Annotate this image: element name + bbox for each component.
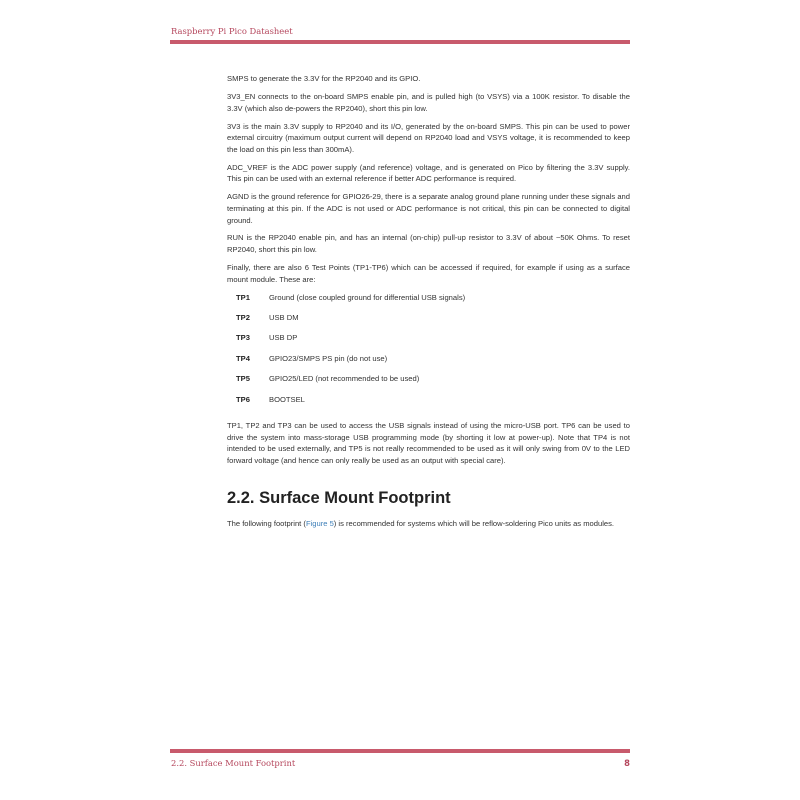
test-points-list bbox=[227, 292, 630, 414]
page-number: 8 bbox=[624, 758, 630, 768]
paragraph-test-points-intro: Finally, there are also 6 Test Points (TP1-TP6) which can be accessed if required, for example if using as a surface mount module. These are: bbox=[227, 263, 630, 284]
test-point-value: Ground (close coupled ground for differential USB signals) bbox=[269, 292, 466, 302]
paragraph-3v3-en: 3V3_EN connects to the on-board SMPS enable pin, and is pulled high (to VSYS) via a 100K resistor. To disable the 3.3V (which also de-powers the RP2040), short this pin low. bbox=[227, 91, 630, 113]
footer-section-title: 2.2. Surface Mount Footprint bbox=[171, 758, 296, 768]
test-point-value: USB DP bbox=[269, 333, 298, 343]
test-point-row bbox=[227, 373, 630, 393]
test-point-key: TP4 bbox=[236, 353, 250, 363]
paragraph-adc-vref: ADC_VREF is the ADC power supply (and reference) voltage, and is generated on Pico by filtering the 3.3V supply. This pin can be used with an external reference if better ADC performance is required. bbox=[227, 162, 630, 184]
paragraph-footprint bbox=[227, 518, 630, 530]
figure-5-link[interactable]: Figure 5 bbox=[305, 519, 334, 529]
paragraph-run: RUN is the RP2040 enable pin, and has an internal (on-chip) pull-up resistor to 3.3V of about ~50K Ohms. To reset RP2040, short this pin low. bbox=[227, 233, 630, 255]
footprint-text-before: The following footprint ( bbox=[227, 519, 306, 529]
test-point-key: TP1 bbox=[236, 292, 250, 302]
paragraph-3v3: 3V3 is the main 3.3V supply to RP2040 and its I/O, generated by the on-board SMPS. This pin can be used to power external circuitry (maximum output current will depend on RP2040 load and VSYS voltage, it is recommended to keep the load on this pin less than 300mA). bbox=[227, 121, 630, 154]
document-header-title: Raspberry Pi Pico Datasheet bbox=[171, 26, 293, 36]
test-point-key: TP6 bbox=[236, 394, 250, 404]
test-point-key: TP3 bbox=[236, 333, 250, 343]
header-rule bbox=[170, 40, 630, 44]
page-content bbox=[227, 73, 630, 536]
paragraph-agnd: AGND is the ground reference for GPIO26-29, there is a separate analog ground plane running under these signals and terminating at this pin. If the ADC is not used or ADC performance is not critical, this pin can be connected to digital ground. bbox=[227, 192, 630, 225]
test-point-value: GPIO25/LED (not recommended to be used) bbox=[269, 374, 420, 384]
test-point-value: GPIO23/SMPS PS pin (do not use) bbox=[269, 353, 388, 363]
test-point-row bbox=[227, 312, 630, 332]
test-point-value: USB DM bbox=[269, 313, 299, 323]
test-point-value: BOOTSEL bbox=[269, 394, 305, 404]
paragraph-test-points-usage: TP1, TP2 and TP3 can be used to access the USB signals instead of using the micro-USB port. TP6 can be used to drive the system into mass-storage USB programming mode (by shorting it low at power-up). Note that TP4 is not intended to be used externally, and TP5 is not really recommended to be used as it will only swing from 0V to the LED forward voltage (and hence can only really be used as an output with special care). bbox=[227, 420, 630, 465]
test-point-key: TP5 bbox=[236, 374, 250, 384]
test-point-row bbox=[227, 292, 630, 312]
footprint-text-after: ) is recommended for systems which will be reflow-soldering Pico units as modules. bbox=[333, 519, 615, 529]
footer-rule bbox=[170, 749, 630, 753]
section-heading: 2.2. Surface Mount Footprint bbox=[227, 489, 451, 508]
paragraph-smps: SMPS to generate the 3.3V for the RP2040 and its GPIO. bbox=[227, 74, 421, 83]
test-point-row bbox=[227, 332, 630, 352]
test-point-row bbox=[227, 353, 630, 373]
test-point-key: TP2 bbox=[236, 313, 250, 323]
test-point-row bbox=[227, 394, 630, 414]
